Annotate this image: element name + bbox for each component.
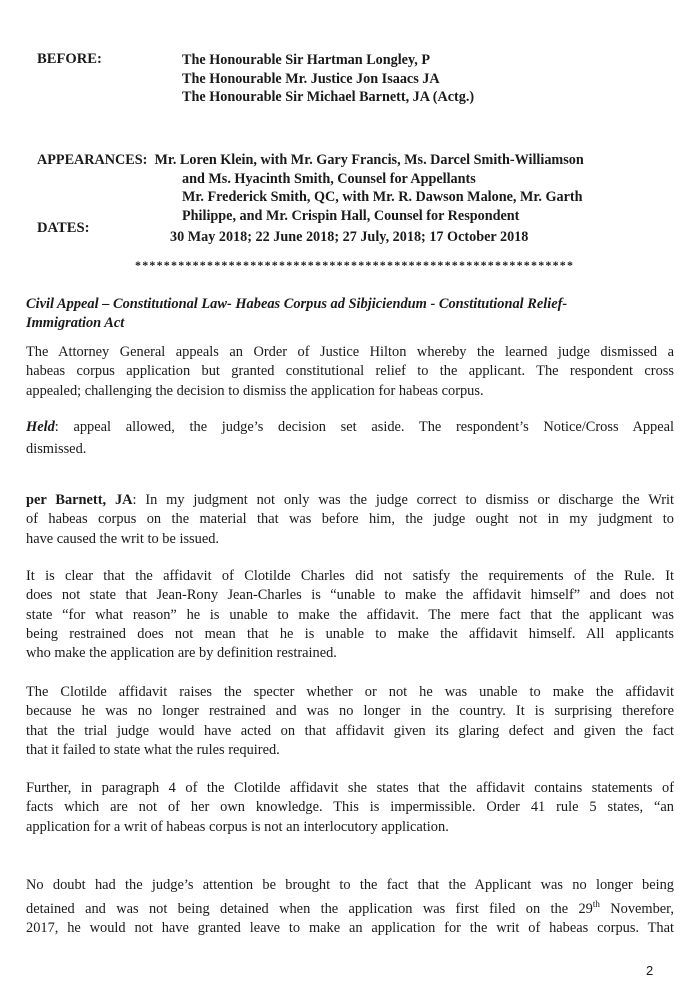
- ordinal-suffix: th: [592, 899, 600, 910]
- judgment-text: : In my judgment not only was the judge correct to dismiss or discharge the Writ: [132, 492, 674, 508]
- paragraph-line: 2017, he would not have granted leave to make an application for the writ of habeas corpus. That: [26, 920, 674, 937]
- dates-value: 30 May 2018; 22 June 2018; 27 July, 2018; 17 October 2018: [170, 229, 529, 245]
- paragraph-line: have caused the writ to be issued.: [26, 530, 220, 547]
- paragraph-line: does not state that Jean-Rony Jean-Charles is “unable to make the affidavit himself” and does not: [26, 587, 674, 604]
- appearances-block: [37, 151, 677, 225]
- appearances-label: APPEARANCES:: [37, 152, 148, 168]
- page-number: 2: [646, 963, 654, 978]
- line-text: detained and was not being detained when the application was first filed on the 29: [26, 901, 593, 918]
- paragraph-line: It is clear that the affidavit of Clotilde Charles did not satisfy the requirements of the Rule. It: [26, 568, 674, 584]
- held-text: : appeal allowed, the judge’s decision set aside. The respondent’s Notice/Cross Appeal: [54, 419, 674, 435]
- paragraph-line: being restrained does not mean that he is unable to make the affidavit himself. All applicants: [26, 625, 674, 642]
- paragraph-line: of habeas corpus on the material that was before him, the judge ought not in my judgment to: [26, 511, 674, 528]
- separator-line: *************************************************************: [135, 258, 575, 272]
- appearances-line: [37, 151, 677, 170]
- paragraph-line: who make the application are by definition restrained.: [26, 645, 337, 662]
- affidavit-paragraph: [26, 567, 674, 663]
- catchwords: [26, 295, 676, 332]
- paragraph-line: [26, 895, 674, 919]
- counsel-line: and Ms. Hyacinth Smith, Counsel for Appellants: [182, 170, 476, 187]
- paragraph-line: [26, 418, 674, 437]
- judge-label: per Barnett, JA: [26, 492, 133, 508]
- catchwords-line: Immigration Act: [26, 314, 125, 331]
- paragraph4-paragraph: [26, 779, 674, 837]
- paragraph-line: state “for what reason” he is unable to make the affidavit. The mere fact that the applicant was: [26, 606, 674, 623]
- before-label: BEFORE:: [37, 51, 102, 67]
- paragraph-line: dismissed.: [26, 441, 87, 458]
- paragraph-line: application for a writ of habeas corpus is not an interlocutory application.: [26, 818, 449, 835]
- paragraph-line: [26, 491, 674, 510]
- specter-paragraph: [26, 683, 674, 760]
- counsel-line: Mr. Frederick Smith, QC, with Mr. R. Dawson Malone, Mr. Garth: [182, 189, 583, 206]
- dates-label: DATES:: [37, 220, 90, 236]
- paragraph-line: Further, in paragraph 4 of the Clotilde affidavit she states that the affidavit contains statements of: [26, 780, 674, 796]
- paragraph-line: appealed; challenging the decision to dismiss the application for habeas corpus.: [26, 382, 484, 399]
- paragraph-line: No doubt had the judge’s attention be brought to the fact that the Applicant was no longer being: [26, 877, 674, 893]
- paragraph-line: habeas corpus application but granted constitutional relief to the applicant. The respondent cross: [26, 363, 674, 380]
- held-paragraph: [26, 418, 674, 460]
- paragraph-line: that the trial judge would have acted on that affidavit given its glaring defect and given the fact: [26, 722, 674, 739]
- counsel-line: Mr. Loren Klein, with Mr. Gary Francis, Ms. Darcel Smith-Williamson: [154, 152, 584, 168]
- counsel-line: Philippe, and Mr. Crispin Hall, Counsel for Respondent: [182, 207, 520, 224]
- judgment-paragraph: [26, 491, 674, 549]
- paragraph-line: facts which are not of her own knowledge. This is impermissible. Order 41 rule 5 states, “an: [26, 799, 674, 816]
- paragraph-line: that it failed to state what the rules required.: [26, 741, 280, 758]
- no-doubt-paragraph: [26, 876, 674, 939]
- paragraph-line: The Clotilde affidavit raises the specter whether or not he was unable to make the affidavit: [26, 684, 674, 700]
- catchwords-line: Civil Appeal – Constitutional Law- Habeas Corpus ad Sibjiciendum - Constitutional Relief-: [26, 296, 568, 312]
- held-label: Held: [26, 419, 55, 435]
- before-judges: [182, 51, 474, 107]
- paragraph-line: because he was no longer restrained and was no longer in the country. It is surprising therefore: [26, 703, 674, 720]
- judge-line: The Honourable Sir Michael Barnett, JA (Actg.): [182, 89, 475, 106]
- line-text: November,: [599, 901, 674, 918]
- summary-paragraph: [26, 343, 674, 401]
- judge-line: The Honourable Mr. Justice Jon Isaacs JA: [182, 70, 440, 87]
- paragraph-line: The Attorney General appeals an Order of Justice Hilton whereby the learned judge dismissed a: [26, 344, 674, 360]
- judge-line: The Honourable Sir Hartman Longley, P: [182, 52, 431, 68]
